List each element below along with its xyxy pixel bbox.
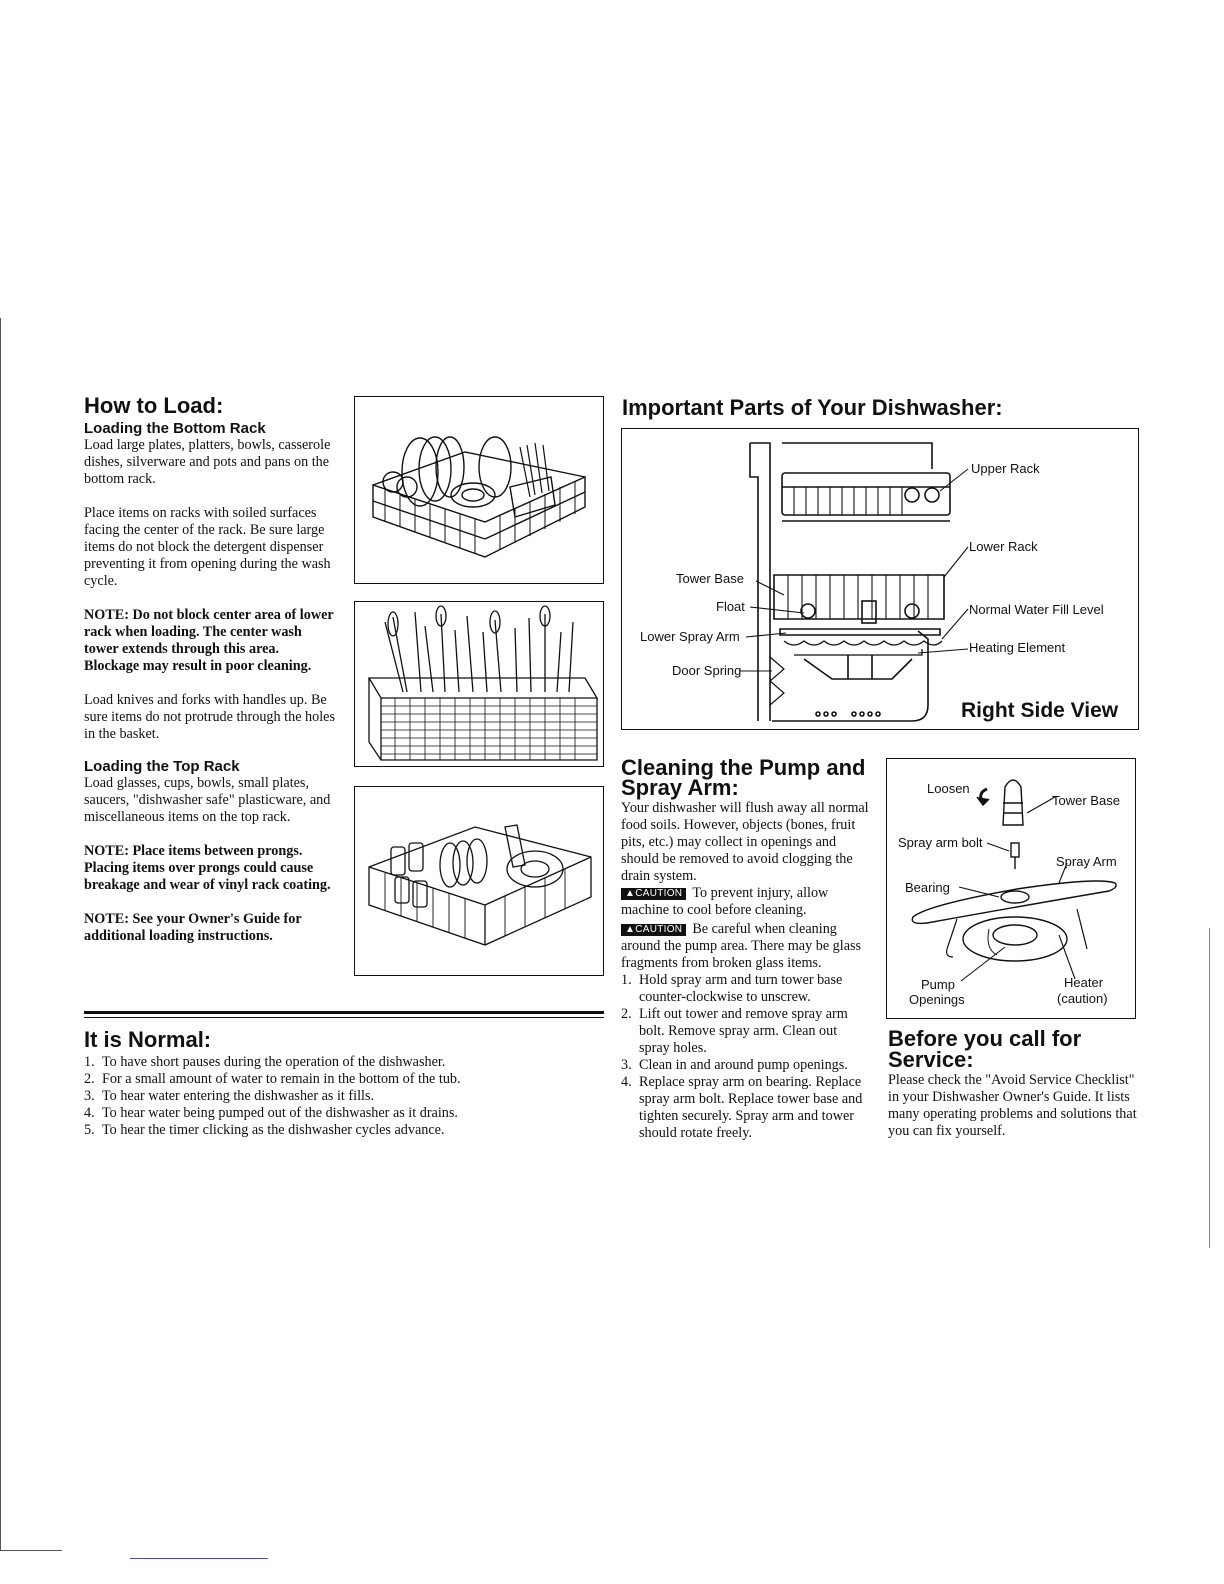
scan-edge-left [0,318,1,1550]
list-item: 4. To hear water being pumped out of the dishwasher as it drains. [84,1105,458,1121]
caution-badge: ▲CAUTION [621,888,686,900]
top-rack-heading: Loading the Top Rack [84,758,240,775]
label-upper-rack: Upper Rack [971,461,1040,476]
top-rack-illustration [354,786,604,976]
important-parts-title: Important Parts of Your Dishwasher: [622,395,1003,420]
scan-edge-bottom [0,1550,62,1551]
scan-mark-bottom [130,1558,268,1559]
silverware-basket-illustration [354,601,604,767]
label-lower-spray-arm: Lower Spray Arm [640,629,740,644]
caution-badge: ▲CAUTION [621,924,686,936]
cleaning-section [621,756,869,1142]
section-rule-thin [84,1017,604,1018]
how-to-load-title: How to Load: [84,393,224,418]
label-spray-arm: Spray Arm [1056,854,1117,869]
bottom-rack-note: NOTE: Do not block center area of lower rack when loading. The center wash tower extends through this area. Blockage may result in poor cleaning. [84,607,334,674]
label-right-side-view: Right Side View [961,699,1119,722]
cleaning-title-line-1: Cleaning the Pump and [621,755,866,780]
how-to-load-section [84,394,336,945]
top-rack-note-1: NOTE: Place items between prongs. Placing items over prongs could cause breakage and wear of vinyl rack coating. [84,843,331,893]
top-rack-drawing [355,787,602,974]
label-openings: Openings [909,992,965,1007]
bottom-rack-drawing [355,397,602,582]
label-bearing: Bearing [905,880,950,895]
section-rule-thick [84,1011,604,1014]
label-caution: (caution) [1057,991,1108,1006]
service-title-line-1: Before you call for [888,1026,1082,1051]
cleaning-caution-2: ▲CAUTION Be careful when cleaning around the pump area. There may be glass fragments from broken glass items. [621,921,862,971]
label-heating-element: Heating Element [969,640,1066,655]
top-rack-note-2: NOTE: See your Owner's Guide for additional loading instructions. [84,911,302,944]
bottom-rack-heading: Loading the Bottom Rack [84,420,266,437]
list-item: 3. Clean in and around pump openings. [621,1057,848,1073]
list-item: 2. Lift out tower and remove spray arm bolt. Remove spray arm. Clean out spray holes. [621,1006,848,1056]
bottom-rack-illustration [354,396,604,584]
service-text: Please check the "Avoid Service Checklist" in your Dishwasher Owner's Guide. It lists many operating problems and solutions that you can fix yourself. [888,1072,1137,1139]
dishwasher-parts-diagram [621,428,1139,730]
top-rack-paragraph-1: Load glasses, cups, bowls, small plates, saucers, "dishwasher safe" plasticware, and miscellaneous items on the top rack. [84,775,331,825]
list-item: 1. Hold spray arm and turn tower base counter-clockwise to unscrew. [621,972,843,1005]
bottom-rack-paragraph-1: Load large plates, platters, bowls, casserole dishes, silverware and pots and pans on the bottom rack. [84,437,331,487]
cleaning-steps [621,972,869,1142]
cleaning-title-line-2: Spray Arm: [621,775,739,800]
label-tower-base: Tower Base [676,571,744,586]
service-section [888,1027,1140,1140]
label-heater: Heater [1064,975,1104,990]
it-is-normal-title: It is Normal: [84,1027,212,1052]
cleaning-caution-1: ▲CAUTION To prevent injury, allow machine to cool before cleaning. [621,885,829,918]
scan-edge-right [1209,928,1210,1248]
label-door-spring: Door Spring [672,663,742,678]
cleaning-intro: Your dishwasher will flush away all normal food soils. However, objects (bones, fruit pits, etc.) may collect in openings and should be removed to avoid clogging the drain system. [621,800,869,884]
service-title-line-2: Service: [888,1047,974,1072]
label-normal-water-fill-level: Normal Water Fill Level [969,602,1104,617]
list-item: 3. To hear water entering the dishwasher as it fills. [84,1088,375,1104]
label-lower-rack: Lower Rack [969,539,1038,554]
bottom-rack-paragraph-2: Place items on racks with soiled surfaces facing the center of the rack. Be sure large items do not block the detergent dispenser preventing it from opening during the wash cycle. [84,505,331,589]
list-item: 2. For a small amount of water to remain in the bottom of the tub. [84,1071,461,1087]
bottom-rack-paragraph-3: Load knives and forks with handles up. Be sure items do not protrude through the holes in the basket. [84,692,335,742]
it-is-normal-list [84,1054,604,1139]
label-loosen: Loosen [927,781,970,796]
list-item: 5. To hear the timer clicking as the dishwasher cycles advance. [84,1122,445,1138]
list-item: 1. To have short pauses during the operation of the dishwasher. [84,1054,446,1070]
label-float: Float [716,599,745,614]
label-pump: Pump [921,977,955,992]
list-item: 4. Replace spray arm on bearing. Replace spray arm bolt. Replace tower base and tighten securely. Spray arm and tower should rotate freely. [621,1074,863,1141]
pump-spray-arm-diagram [886,758,1136,1019]
label-tower-base: Tower Base [1052,793,1120,808]
silverware-basket-drawing [355,602,602,765]
label-spray-arm-bolt: Spray arm bolt [898,835,983,850]
it-is-normal-section [84,1028,604,1139]
